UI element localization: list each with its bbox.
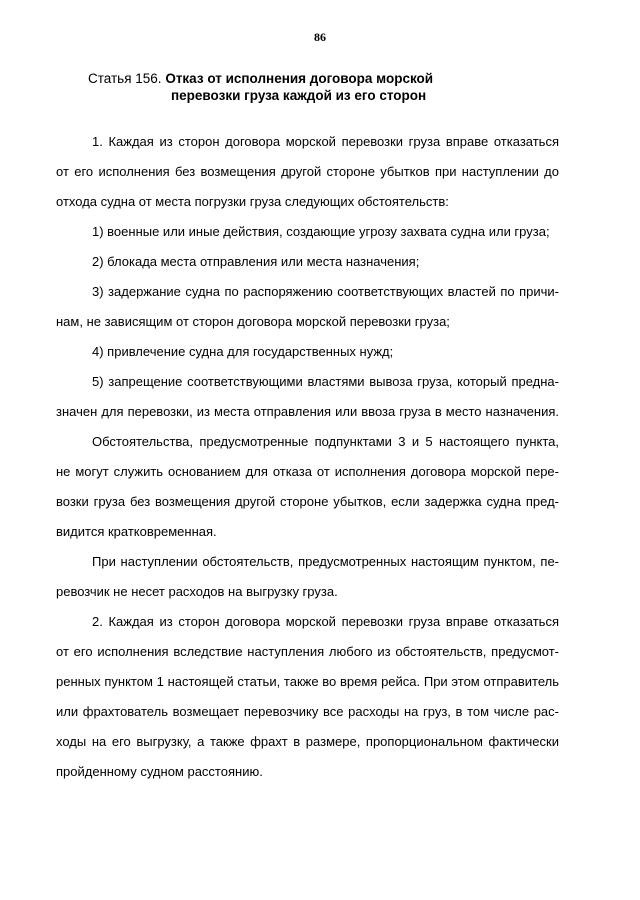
text-line: 1. Каждая из сторон договора морской перевозки груза вправе отказаться	[92, 134, 559, 149]
text-line: значен для перевозки, из места отправления или ввоза груза в место назначения.	[56, 404, 559, 419]
text-line: 5) запрещение соответствующими властями вывоза груза, который предна-	[92, 374, 559, 389]
text-line: нам, не зависящим от сторон договора морской перевозки груза;	[56, 314, 450, 329]
text-line: или фрахтователь возмещает перевозчику все расходы на груз, в том числе рас-	[56, 704, 559, 719]
text-line: 3) задержание судна по распоряжению соответствующих властей по причи-	[92, 284, 559, 299]
article-heading	[88, 70, 433, 104]
text-line: от его исполнения вследствие наступления любого из обстоятельств, предусмот-	[56, 644, 559, 659]
text-line: от его исполнения без возмещения другой стороне убытков при наступлении до	[56, 164, 559, 179]
article-title-part-2: перевозки груза каждой из его сторон	[171, 88, 427, 103]
page-number: 86	[314, 30, 326, 44]
text-line: Обстоятельства, предусмотренные подпунктами 3 и 5 настоящего пункта,	[92, 434, 559, 449]
text-line: возки груза без возмещения другой стороне убытков, если задержка судна пред-	[56, 494, 559, 509]
text-line: 2) блокада места отправления или места назначения;	[92, 254, 420, 269]
text-line: ревозчик не несет расходов на выгрузку груза.	[56, 584, 338, 599]
text-line: ходы на его выгрузку, а также фрахт в размере, пропорциональном фактически	[56, 734, 559, 749]
article-title-part-1: Отказ от исполнения договора морской	[165, 71, 434, 86]
text-line: ренных пунктом 1 настоящей статьи, также во время рейса. При этом отправитель	[56, 674, 559, 689]
text-line: При наступлении обстоятельств, предусмотренных настоящим пунктом, пе-	[92, 554, 559, 569]
text-line: видится кратковременная.	[56, 524, 217, 539]
text-line: 1) военные или иные действия, создающие угрозу захвата судна или груза;	[92, 224, 550, 239]
article-number: Статья 156.	[88, 71, 162, 86]
text-line: 4) привлечение судна для государственных нужд;	[92, 344, 394, 359]
text-line: пройденному судном расстоянию.	[56, 764, 263, 779]
heading-line-1	[88, 71, 433, 86]
text-line: не могут служить основанием для отказа от исполнения договора морской пере-	[56, 464, 559, 479]
text-line: отхода судна от места погрузки груза следующих обстоятельств:	[56, 194, 449, 209]
article-body	[56, 127, 559, 787]
text-line: 2. Каждая из сторон договора морской перевозки груза вправе отказаться	[92, 614, 559, 629]
